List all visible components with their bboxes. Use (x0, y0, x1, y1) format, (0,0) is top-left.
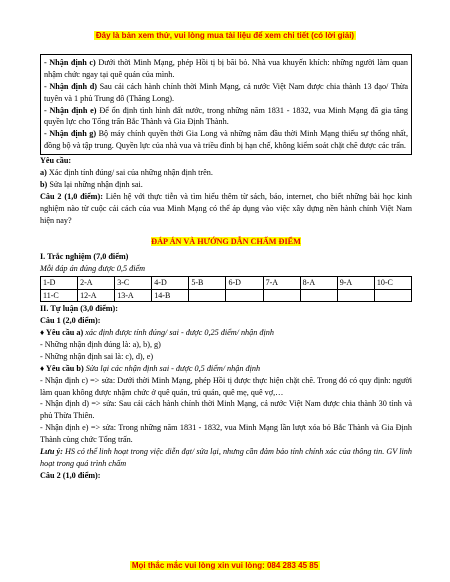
requirement-b-guide (40, 363, 412, 375)
statement-label: - Nhận định d) (44, 81, 97, 91)
requirement-a-guide (40, 327, 412, 339)
answer-cell: 1-D (41, 277, 78, 290)
statement-text: Để ổn định tình hình đất nước, trong những năm 1831 - 1832, vua Minh Mạng đã gia tăng quyền lực cho Tổng trấn Bắc Thành và Gia Định Thành. (44, 105, 408, 127)
fix-statement-e: - Nhận định e) => sửa: Trong những năm 1831 - 1832, vua Minh Mạng lần lượt xóa bỏ Bắc Thành và Gia Định Thành cùng chức Tổng trấn. (40, 423, 412, 445)
grading-note (40, 446, 412, 470)
statement-text: Dưới thời Minh Mạng, phép Hồi tị bị bãi bỏ. Nhà vua khuyến khích: những người làm quan nhậm chức ngay tại quê quán của mình. (44, 58, 409, 79)
answer-cell: 10-C (374, 277, 411, 290)
note-label: Lưu ý: (40, 447, 63, 457)
answer-cell (263, 289, 300, 302)
guide-text: xác định được tính đúng/ sai - được 0,25 điểm/ nhận định (83, 328, 274, 338)
answer-cell (226, 289, 263, 302)
requirement-label: a) (40, 168, 47, 178)
fix-statement-c: - Nhận định c) => sửa: Dưới thời Minh Mạng, phép Hồi tị được thực hiện chặt chẽ. Trong đó có quy định: người làm quan không được nhậm chức ở quê quán, trú quán, quê mẹ, quê vợ,… (40, 375, 412, 397)
statement-c (44, 57, 408, 81)
statements-box (40, 54, 412, 155)
answer-cell (300, 289, 337, 302)
note-text: HS có thể linh hoạt trong việc diễn đạt/ sửa lại, nhưng cần đảm bảo tính chính xác của thông tin. GV linh hoạt trong quá trình chấm (40, 447, 412, 468)
document-body (40, 54, 412, 482)
question-2-label: Câu 2 (1,0 điểm): (40, 191, 103, 201)
part2-title: II. Tự luận (3,0 điểm): (40, 304, 119, 314)
requirements-title: Yêu cầu: (40, 156, 72, 166)
requirement-a (40, 167, 412, 179)
answer-cell: 4-D (152, 277, 189, 290)
answer-cell: 14-B (152, 289, 189, 302)
answer-cell: 5-B (189, 277, 226, 290)
requirement-text: Sửa lại những nhận định sai. (47, 179, 143, 189)
guide-label: ♦ Yêu cầu a) (40, 328, 84, 338)
answer-cell: 3-C (115, 277, 152, 290)
part1-note: Mỗi đáp án đúng được 0,5 điểm (40, 264, 146, 274)
table-row (41, 289, 412, 302)
answer-heading-text: ĐÁP ÁN VÀ HƯỚNG DẪN CHẤM ĐIỂM (151, 237, 301, 247)
contact-banner-text: Mọi thắc mắc vui lòng xin vui lòng: 084 283 45 85 (131, 561, 319, 570)
requirement-label: b) (40, 179, 48, 189)
answer-cell (189, 289, 226, 302)
table-row (41, 277, 412, 290)
statement-e (44, 105, 408, 129)
answer-cell: 8-A (300, 277, 337, 290)
answer-cell: 9-A (337, 277, 374, 290)
contact-banner (0, 560, 450, 572)
question-2-answer-title: Câu 2 (1,0 điểm): (40, 470, 101, 480)
wrong-statements: - Những nhận định sai là: c), d), e) (40, 351, 154, 361)
answer-cell: 2-A (78, 277, 115, 290)
answer-cell (337, 289, 374, 302)
question-2-text: Liên hệ với thực tiễn và tìm hiểu thêm từ sách, báo, internet, cho biết những bài học kinh nghiệm nào từ cuộc cải cách của vua Minh Mạng có thể áp dụng vào việc xây dựng nền hành chính Việt Nam hiện nay? (40, 191, 412, 225)
answer-cell: 6-D (226, 277, 263, 290)
answer-cell: 7-A (263, 277, 300, 290)
statement-d (44, 81, 408, 105)
answer-cell: 13-A (115, 289, 152, 302)
fix-statement-d: - Nhận định d) => sửa: Sau cải cách hành chính thời Minh Mạng, cả nước Việt Nam được chia thành 30 tỉnh và phủ Thừa Thiên. (40, 399, 412, 421)
statement-label: - Nhận định e) (44, 105, 97, 115)
requirement-b (40, 179, 412, 191)
part1-title: I. Trắc nghiệm (7,0 điểm) (40, 252, 129, 262)
statement-g (44, 128, 408, 152)
answer-heading (40, 236, 412, 248)
question-1-title: Câu 1 (2,0 điểm): (40, 316, 101, 326)
guide-label: ♦ Yêu cầu b) (40, 363, 84, 373)
answer-cell (374, 289, 411, 302)
statement-text: Bộ máy chính quyền thời Gia Long và những năm đầu thời Minh Mạng thiếu sự thống nhất, đồng bộ và tập trung. Quyền lực của nhà vua và triều đình bị hạn chế, không kiểm soát chặt chẽ được các trấn. (44, 129, 408, 151)
question-2 (40, 191, 412, 227)
answer-cell: 11-C (41, 289, 78, 302)
guide-text: Sửa lại các nhận định sai - được 0,5 điểm/ nhận định (83, 363, 261, 373)
statement-label: - Nhận định g) (44, 129, 97, 139)
answer-cell: 12-A (78, 289, 115, 302)
preview-banner (0, 30, 450, 42)
statement-text: Sau cải cách hành chính thời Minh Mạng, cả nước Việt Nam được chia thành 13 đạo/ Thừa tuyên và 1 phủ Trung đô (Thăng Long). (44, 81, 408, 103)
correct-statements: - Những nhận định đúng là: a), b), g) (40, 340, 161, 349)
preview-banner-text: Đây là bản xem thử, vui lòng mua tài liệu để xem chi tiết (có lời giải) (95, 31, 355, 40)
statement-label: - Nhận định c) (44, 58, 96, 67)
requirement-text: Xác định tính đúng/ sai của những nhận định trên. (46, 168, 213, 178)
answer-key-table (40, 276, 412, 302)
